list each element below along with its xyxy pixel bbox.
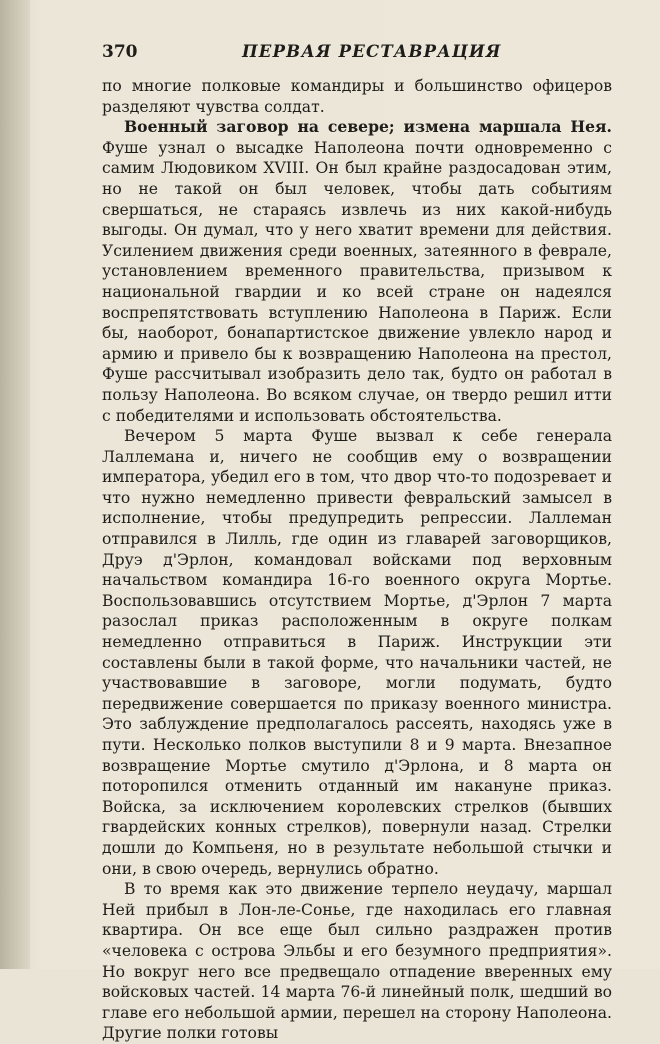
- paragraph-conspiracy: [102, 117, 612, 426]
- paragraph-text: Фуше узнал о высадке Наполеона почти одновременно с самим Людовиком XVIII. Он был крайне раздосадован этим, но не такой он был человек, чтобы дать событиям свершаться, не стараясь извлечь из них какой-нибудь выгоды. Он думал, что у него хватит времени для действия. Усилением движения среди военных, затеянного в феврале, установлением временного правительства, призывом к национальной гвардии и ко всей стране он надеялся воспрепятствовать вступлению Наполеона в Париж. Если бы, наоборот, бонапартистское движение увлекло народ и армию и привело бы к возвращению Наполеона на престол, Фуше рассчитывал изобразить дело так, будто он работал в пользу Наполеона. Во всяком случае, он твердо решил итти с победителями и использовать обстоятельства.: [102, 138, 612, 425]
- paragraph-text: по многие полковые командиры и большинство офицеров разделяют чувства солдат.: [102, 77, 612, 116]
- paragraph-lallemand: [102, 426, 612, 879]
- paragraph-text: В то время как это движение терпело неудачу, маршал Ней прибыл в Лон-ле-Сонье, где находилась его главная квартира. Он все еще был сильно раздражен против «человека с острова Эльбы и его безумного предприятия». Но вокруг него все предвещало отпадение вверенных ему войсковых частей. 14 марта 76-й линейный полк, шедший во главе его небольшой армии, перешел на сторону Наполеона. Другие полки готовы: [102, 880, 612, 1043]
- paragraph-ney: [102, 879, 612, 1044]
- page-number: 370: [102, 42, 138, 62]
- paragraph-text: Вечером 5 марта Фуше вызвал к себе генерала Лаллемана и, ничего не сообщив ему о возвращении императора, убедил его в том, что двор что-то подозревает и что нужно немедленно привести февральский замысел в исполнение, чтобы предупредить репрессии. Лаллеман отправился в Лилль, где один из главарей заговорщиков, Друэ д'Эрлон, командовал войсками под верховным начальством командира 16-го военного округа Мортье. Воспользовавшись отсутствием Мортье, д'Эрлон 7 марта разослал приказ расположенным в округе полкам немедленно отправиться в Париж. Инструкции эти составлены были в такой форме, что начальники частей, не участвовавшие в заговоре, могли подумать, будто передвижение совершается по приказу военного министра. Это заблуждение предполагалось рассеять, находясь уже в пути. Несколько полков выступили 8 и 9 марта. Внезапное возвращение Мортье смутило д'Эрлона, и 8 марта он поторопился отменить отданный им накануне приказ. Войска, за исключением королевских стрелков (бывших гвардейских конных стрелков), повернули назад. Стрелки дошли до Компьеня, но в результате небольшой стычки и они, в свою очередь, вернулись обратно.: [102, 427, 612, 878]
- page-header: [102, 42, 612, 70]
- paragraph-continuation: [102, 76, 612, 117]
- section-heading: Военный заговор на севере; измена маршала Нея.: [124, 117, 612, 137]
- running-title: ПЕРВАЯ РЕСТАВРАЦИЯ: [242, 42, 502, 61]
- book-spine-shadow: [0, 0, 30, 969]
